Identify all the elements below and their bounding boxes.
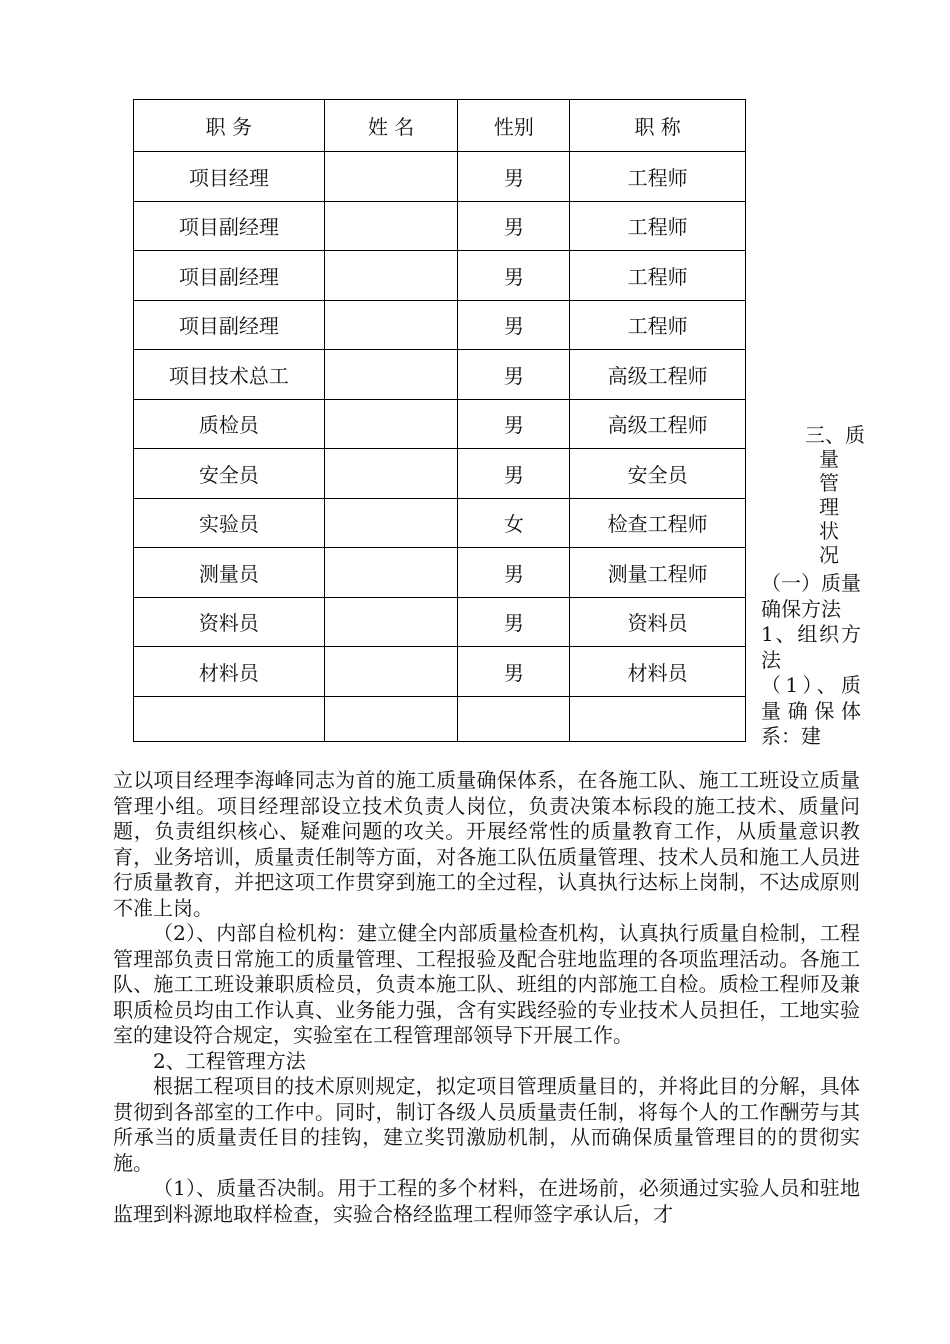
paragraph-quality-system: 立以项目经理李海峰同志为首的施工质量确保体系，在各施工队、施工工班设立质量管理小组。项目经理部设立技术负责人岗位，负责决策本标段的施工技术、质量问题，负责组织核心、疑难问题的攻关。开展经常性的质量教育工作，从质量意识教育，业务培训，质量责任制等方面，对各施工队伍质量管理、技术人员和施工人员进行质量教育，并把这项工作贯穿到施工的全过程，认真执行达标上岗制，不达成原则不准上岗。 <box>113 768 860 920</box>
table-row <box>134 399 746 449</box>
cell-position: 安全员 <box>134 449 325 499</box>
table-row <box>134 300 746 350</box>
side-heading-organization: 1、组织方法 <box>761 622 861 672</box>
cell-gender: 男 <box>458 647 570 697</box>
section-title-first: 三、质 <box>805 423 865 447</box>
side-text-quality-system: （1）、质量确保体系：建 <box>761 673 861 748</box>
table-row <box>134 597 746 647</box>
cell-position: 质检员 <box>134 399 325 449</box>
header-position: 职 务 <box>134 100 325 152</box>
cell-gender: 男 <box>458 251 570 301</box>
table-row <box>134 647 746 697</box>
cell-gender: 男 <box>458 449 570 499</box>
side-column <box>761 571 861 750</box>
cell-position: 项目技术总工 <box>134 350 325 400</box>
cell-position: 项目副经理 <box>134 300 325 350</box>
table-row <box>134 251 746 301</box>
header-name: 姓 名 <box>324 100 458 152</box>
cell-title: 工程师 <box>570 251 746 301</box>
cell-title <box>570 696 746 741</box>
cell-name <box>324 647 458 697</box>
table-body <box>134 152 746 742</box>
cell-gender: 男 <box>458 350 570 400</box>
cell-name <box>324 152 458 202</box>
cell-gender: 男 <box>458 300 570 350</box>
cell-title: 材料员 <box>570 647 746 697</box>
table-row <box>134 350 746 400</box>
cell-gender <box>458 696 570 741</box>
table-row <box>134 498 746 548</box>
cell-name <box>324 449 458 499</box>
heading-engineering-management: 2、工程管理方法 <box>153 1048 306 1073</box>
table-row <box>134 548 746 598</box>
cell-position: 资料员 <box>134 597 325 647</box>
cell-title: 工程师 <box>570 300 746 350</box>
cell-title: 测量工程师 <box>570 548 746 598</box>
cell-gender: 女 <box>458 498 570 548</box>
cell-name <box>324 696 458 741</box>
paragraph-management-goals: 根据工程项目的技术原则规定，拟定项目管理质量目的，并将此目的分解，具体贯彻到各部室的工作中。同时，制订各级人员质量责任制，将每个人的工作酬劳与其所承当的质量责任目的挂钩，建立奖罚激励机制，从而确保质量管理目的的贯彻实施。 <box>113 1074 860 1175</box>
table-header-row <box>134 100 746 152</box>
cell-title: 检查工程师 <box>570 498 746 548</box>
cell-name <box>324 548 458 598</box>
table-row <box>134 152 746 202</box>
cell-title: 高级工程师 <box>570 350 746 400</box>
cell-position: 实验员 <box>134 498 325 548</box>
cell-gender: 男 <box>458 152 570 202</box>
cell-gender: 男 <box>458 399 570 449</box>
cell-gender: 男 <box>458 548 570 598</box>
cell-name <box>324 399 458 449</box>
cell-gender: 男 <box>458 597 570 647</box>
cell-position: 材料员 <box>134 647 325 697</box>
cell-title: 资料员 <box>570 597 746 647</box>
table-row <box>134 449 746 499</box>
cell-title: 安全员 <box>570 449 746 499</box>
cell-name <box>324 498 458 548</box>
body-text <box>113 768 860 1227</box>
cell-title: 工程师 <box>570 201 746 251</box>
cell-name <box>324 300 458 350</box>
table-row <box>134 696 746 741</box>
cell-name <box>324 201 458 251</box>
cell-gender: 男 <box>458 201 570 251</box>
cell-position <box>134 696 325 741</box>
cell-position: 项目经理 <box>134 152 325 202</box>
cell-position: 项目副经理 <box>134 251 325 301</box>
cell-name <box>324 597 458 647</box>
cell-position: 测量员 <box>134 548 325 598</box>
side-heading-quality-methods: （一）质量确保方法 <box>761 571 861 621</box>
cell-name <box>324 251 458 301</box>
header-gender: 性别 <box>458 100 570 152</box>
cell-title: 高级工程师 <box>570 399 746 449</box>
section-title <box>805 423 865 567</box>
table-row <box>134 201 746 251</box>
paragraph-internal-inspection: （2）、内部自检机构：建立健全内部质量检查机构，认真执行质量自检制，工程管理部负责日常施工的质量管理、工程报验及配合驻地监理的各项监理活动。各施工队、施工工班设兼职质检员，负责本施工队、班组的内部施工自检。质检工程师及兼职质检员均由工作认真、业务能力强，含有实践经验的专业技术人员担任，工地实验室的建设符合规定，实验室在工程管理部领导下开展工作。 <box>113 921 860 1047</box>
header-title: 职 称 <box>570 100 746 152</box>
cell-title: 工程师 <box>570 152 746 202</box>
section-title-rest: 量管理状况 <box>819 447 839 567</box>
paragraph-quality-veto: （1）、质量否决制。用于工程的多个材料，在进场前，必须通过实验人员和驻地监理到料源地取样检查，实验合格经监理工程师签字承认后，才 <box>113 1176 860 1226</box>
staff-table <box>133 99 746 742</box>
cell-position: 项目副经理 <box>134 201 325 251</box>
cell-name <box>324 350 458 400</box>
